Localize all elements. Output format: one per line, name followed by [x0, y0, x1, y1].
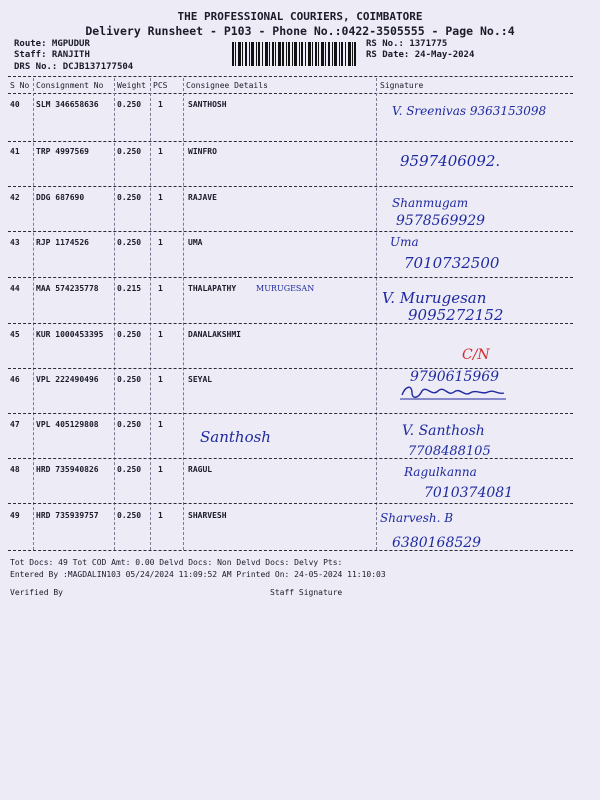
staff-signature-label: Staff Signature — [270, 588, 343, 597]
consignee-cell: UMA — [188, 238, 203, 247]
signature-phone: 9095272152 — [408, 306, 504, 324]
col-separator — [150, 78, 151, 550]
row-separator — [8, 277, 573, 278]
consignment-cell: VPL 405129808 — [36, 420, 99, 429]
pcs-cell: 1 — [158, 284, 163, 293]
consignee-note-handwriting: Santhosh — [200, 428, 271, 446]
signature-phone: 7010732500 — [404, 254, 500, 272]
consignee-cell: RAJAVE — [188, 193, 217, 202]
consignee-cell: WINFRO — [188, 147, 217, 156]
col-separator — [114, 78, 115, 550]
row-separator — [8, 503, 573, 504]
signature-phone: 9597406092. — [400, 152, 501, 170]
consignment-cell: DDG 687690 — [36, 193, 85, 202]
consignee-cell: SHARVESH — [188, 511, 227, 520]
rs-number: RS No.: 1371775 — [366, 39, 448, 49]
weight-cell: 0.250 — [117, 375, 142, 384]
consignment-cell: SLM 346658636 — [36, 100, 99, 109]
sno-cell: 49 — [10, 511, 20, 520]
consignment-cell: MAA 574235778 — [36, 284, 99, 293]
signature-phone: 9790615969 — [410, 369, 500, 385]
col-consignee-header: Consignee Details — [186, 81, 268, 90]
weight-cell: 0.215 — [117, 284, 142, 293]
weight-cell: 0.250 — [117, 147, 142, 156]
pcs-cell: 1 — [158, 193, 163, 202]
weight-cell: 0.250 — [117, 465, 142, 474]
weight-cell: 0.250 — [117, 330, 142, 339]
pcs-cell: 1 — [158, 375, 163, 384]
signature-handwriting: Ragulkanna — [404, 465, 477, 479]
consignee-cell: DANALAKSHMI — [188, 330, 241, 339]
pcs-cell: 1 — [158, 147, 163, 156]
company-title: THE PROFESSIONAL COURIERS, COIMBATORE — [177, 10, 423, 23]
col-pcs-header: PCS — [153, 81, 168, 90]
consignment-cell: HRD 735939757 — [36, 511, 99, 520]
pcs-cell: 1 — [158, 511, 163, 520]
verified-by-label: Verified By — [10, 588, 63, 597]
sno-cell: 46 — [10, 375, 20, 384]
drs-number: DRS No.: DCJB137177504 — [14, 62, 134, 72]
staff-label: Staff: RANJITH — [14, 50, 90, 60]
signature-handwriting: V. Sreenivas 9363153098 — [392, 104, 547, 118]
cn-stamp: C/N — [462, 347, 490, 363]
sno-cell: 41 — [10, 147, 20, 156]
pcs-cell: 1 — [158, 238, 163, 247]
weight-cell: 0.250 — [117, 193, 142, 202]
row-separator — [8, 413, 573, 414]
signature-phone: 7708488105 — [408, 444, 491, 459]
sno-cell: 47 — [10, 420, 20, 429]
header-bottom-rule — [8, 93, 573, 94]
signature-handwriting: V. Santhosh — [402, 423, 485, 439]
consignee-cell: SANTHOSH — [188, 100, 227, 109]
col-weight-header: Weight — [117, 81, 146, 90]
sno-cell: 44 — [10, 284, 20, 293]
row-separator — [8, 141, 573, 142]
signature-phone: 9578569929 — [396, 213, 486, 229]
col-signature-header: Signature — [380, 81, 424, 90]
route-label: Route: MGPUDUR — [14, 39, 90, 49]
col-consignment-header: Consignment No — [36, 81, 104, 90]
signature-handwriting: Shanmugam — [392, 196, 469, 210]
weight-cell: 0.250 — [117, 511, 142, 520]
consignee-cell: SEYAL — [188, 375, 213, 384]
row-separator — [8, 458, 573, 459]
entered-by-line: Entered By :MAGDALIN103 05/24/2024 11:09:52 AM Printed On: 24-05-2024 11:10:03 — [10, 570, 386, 579]
signature-handwriting: V. Murugesan — [382, 289, 487, 307]
col-separator — [376, 78, 377, 550]
consignee-note-handwriting: MURUGESAN — [256, 284, 315, 293]
col-sno-header: S No — [10, 81, 30, 90]
sno-cell: 43 — [10, 238, 20, 247]
col-separator — [183, 78, 184, 550]
sno-cell: 42 — [10, 193, 20, 202]
signature-phone: 7010374081 — [424, 485, 514, 501]
header-top-rule — [8, 76, 573, 77]
consignee-cell: THALAPATHY — [188, 284, 237, 293]
row-separator — [8, 231, 573, 232]
consignment-cell: HRD 735940826 — [36, 465, 99, 474]
weight-cell: 0.250 — [117, 238, 142, 247]
col-separator — [33, 78, 34, 550]
sno-cell: 45 — [10, 330, 20, 339]
barcode-image — [232, 42, 357, 66]
pcs-cell: 1 — [158, 420, 163, 429]
tamil-signature-scribble — [398, 383, 508, 401]
runsheet-title: Delivery Runsheet - P103 - Phone No.:0422-3505555 - Page No.:4 — [85, 24, 515, 38]
weight-cell: 0.250 — [117, 420, 142, 429]
pcs-cell: 1 — [158, 330, 163, 339]
sno-cell: 40 — [10, 100, 20, 109]
signature-handwriting: Uma — [390, 235, 419, 249]
consignee-cell: RAGUL — [188, 465, 213, 474]
totals-line: Tot Docs: 49 Tot COD Amt: 0.00 Delvd Docs: Non Delvd Docs: Delvy Pts: — [10, 558, 343, 567]
row-separator — [8, 323, 573, 324]
signature-phone: 6380168529 — [392, 535, 482, 551]
pcs-cell: 1 — [158, 465, 163, 474]
consignment-cell: RJP 1174526 — [36, 238, 89, 247]
sno-cell: 48 — [10, 465, 20, 474]
consignment-cell: TRP 4997569 — [36, 147, 89, 156]
consignment-cell: KUR 1000453395 — [36, 330, 104, 339]
pcs-cell: 1 — [158, 100, 163, 109]
row-separator — [8, 186, 573, 187]
consignment-cell: VPL 222490496 — [36, 375, 99, 384]
rs-date: RS Date: 24-May-2024 — [366, 50, 475, 60]
weight-cell: 0.250 — [117, 100, 142, 109]
row-separator — [8, 550, 573, 551]
signature-handwriting: Sharvesh. B — [380, 511, 454, 525]
